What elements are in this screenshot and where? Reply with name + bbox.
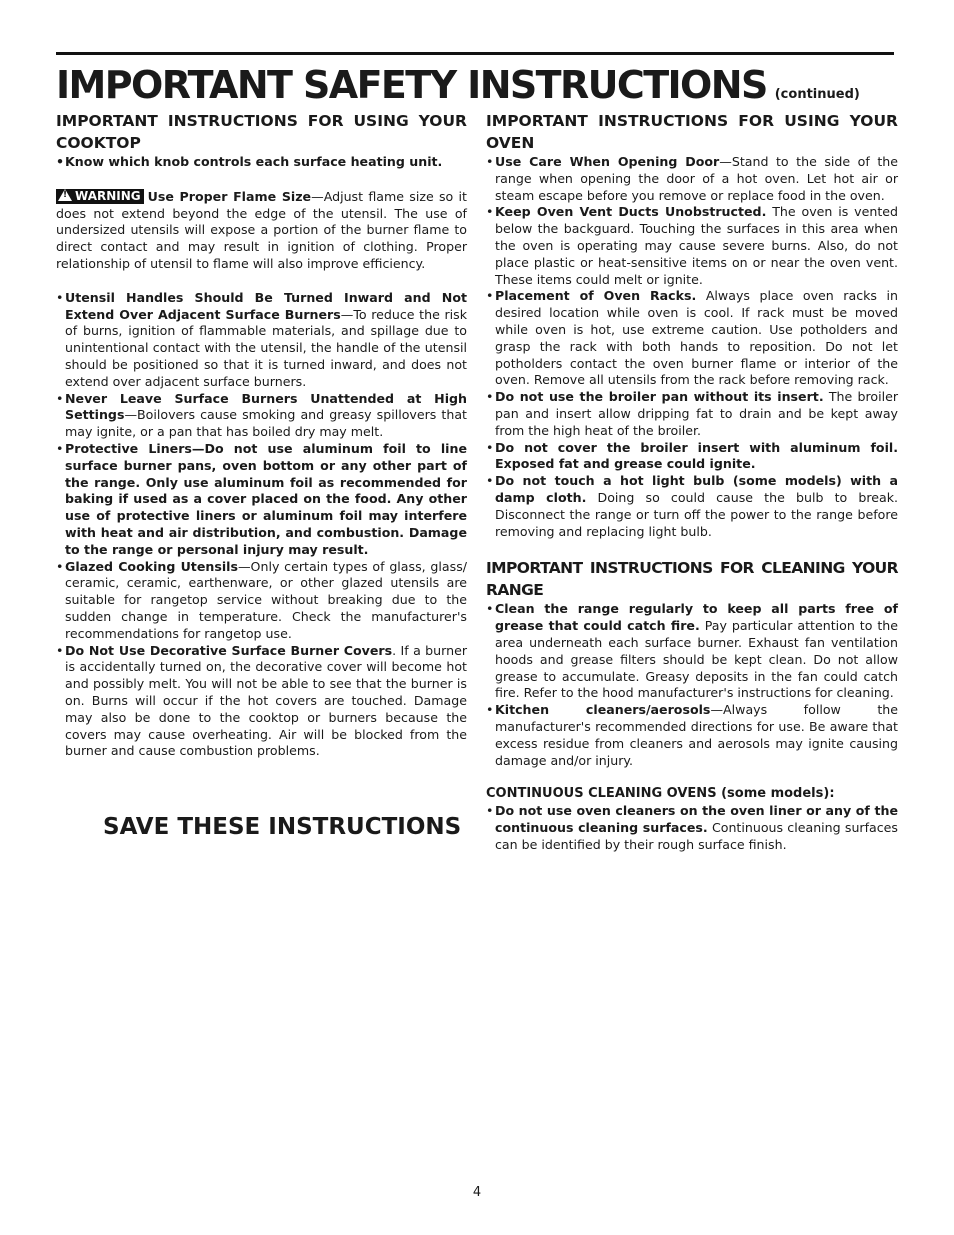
right-column — [486, 110, 898, 854]
continuous-cleaning-heading: CONTINUOUS CLEANING OVENS (some models): — [486, 786, 835, 802]
list-item: • Keep Oven Vent Ducts Unobstructed. The oven is vented below the backguard. Touching the surfaces in this area when the oven is operating may cause severe burns. Also, do not place plastic or heat-sensitive items on or near the oven vent. These items could melt or ignite. — [486, 204, 898, 288]
cleaning-heading: IMPORTANT INSTRUCTIONS FOR CLEANING YOUR RANGE — [486, 559, 898, 600]
save-instructions-heading: SAVE THESE INSTRUCTIONS — [103, 814, 462, 840]
warning-label: WARNING — [75, 188, 141, 203]
warning-text: —Adjust flame size so it does not extend beyond the edge of the utensil. The use of undersized utensils will expose a portion of the burner flame to direct contact and may result in ignition of clothing. Proper relationship of utensil to flame will also improve efficiency. — [56, 188, 467, 271]
cleaning-list — [486, 601, 898, 769]
page-number: 4 — [472, 1185, 482, 1200]
oven-heading: IMPORTANT INSTRUCTIONS FOR USING YOUR OVEN — [486, 112, 898, 152]
list-item: • Utensil Handles Should Be Turned Inward and Not Extend Over Adjacent Surface Burners—To reduce the risk of burns, ignition of flammable materials, and spillage due to unintentional contact with the utensil, the handle of the utensil should be positioned so that it is turned inward, and does not extend over adjacent surface burners. — [56, 290, 467, 391]
header-rule — [56, 52, 894, 55]
cooktop-heading: IMPORTANT INSTRUCTIONS FOR USING YOUR COOKTOP — [56, 112, 467, 152]
continued-label: (continued) — [774, 87, 860, 102]
list-item: • Do not cover the broiler insert with aluminum foil. Exposed fat and grease could ignite. — [486, 440, 898, 474]
list-item: • Kitchen cleaners/aerosols—Always follow the manufacturer's recommended directions for use. Be aware that excess residue from cleaners and aerosols may ignite causing damage and/or injury. — [486, 702, 898, 769]
knob-item: • Know which knob controls each surface heating unit. — [56, 154, 467, 171]
list-item: • Do not use oven cleaners on the oven liner or any of the continuous cleaning surfaces. Continuous cleaning surfaces can be identified by their rough surface finish. — [486, 803, 898, 853]
list-item: • Placement of Oven Racks. Always place oven racks in desired location while oven is cool. If rack must be moved while oven is hot, use extreme caution. Use potholders and grasp the rack with both hands to reposition. Do not let potholders contact the oven burner flame or interior of the oven. Remove all utensils from the rack before removing rack. — [486, 288, 898, 389]
warning-triangle-icon: ! — [58, 189, 72, 201]
continuous-cleaning-list — [486, 803, 898, 853]
warning-bold: Use Proper Flame Size — [147, 188, 312, 204]
list-item: • Protective Liners—Do not use aluminum foil to line surface burner pans, oven bottom or any other part of the range. Only use aluminum foil as recommended for baking if used as a cover placed on the food. Any other use of protective liners or aluminum foil may interfere with heat and air distribution, and combustion. Damage to the range or personal injury may result. — [56, 441, 467, 559]
list-item: • Do not use the broiler pan without its insert. The broiler pan and insert allow dripping fat to drain and be kept away from the high heat of the broiler. — [486, 389, 898, 439]
cooktop-list — [56, 290, 467, 760]
list-item: • Use Care When Opening Door—Stand to the side of the range when opening the door of a hot oven. Let hot air or steam escape before you remove or replace food in the oven. — [486, 154, 898, 204]
cooktop-intro-list — [56, 154, 467, 171]
left-column — [56, 110, 467, 760]
list-item: • Glazed Cooking Utensils—Only certain types of glass, glass/ ceramic, ceramic, earthenware, or other glazed utensils are suitable for rangetop service without breaking due to the sudden change in temperature. Check the manufacturer's recommendations for rangetop use. — [56, 559, 467, 643]
list-item: • Do not touch a hot light bulb (some models) with a damp cloth. Doing so could cause the bulb to break. Disconnect the range or turn off the power to the range before removing and replacing light bulb. — [486, 473, 898, 540]
warning-paragraph — [56, 189, 467, 273]
oven-list — [486, 154, 898, 540]
page-title: IMPORTANT SAFETY INSTRUCTIONS (continued) — [56, 63, 860, 107]
list-item: • Do Not Use Decorative Surface Burner Covers. If a burner is accidentally turned on, the decorative cover will become hot and possibly melt. You will not be able to see that the burner is on. Burns will occur if the hot covers are touched. Damage may also be done to the cooktop or burners because the covers may cause overheating. Air will be blocked from the burner and cause combustion problems. — [56, 643, 467, 761]
list-item: • Never Leave Surface Burners Unattended at High Settings—Boilovers cause smoking and greasy spillovers that may ignite, or a pan that has boiled dry may melt. — [56, 391, 467, 441]
warning-badge — [56, 189, 144, 204]
list-item: • Clean the range regularly to keep all parts free of grease that could catch fire. Pay particular attention to the area underneath each surface burner. Exhaust fan ventilation hoods and grease filters should be kept clean. Do not allow grease to accumulate. Greasy deposits in the fan could catch fire. Refer to the hood manufacturer's instructions for cleaning. — [486, 601, 898, 702]
